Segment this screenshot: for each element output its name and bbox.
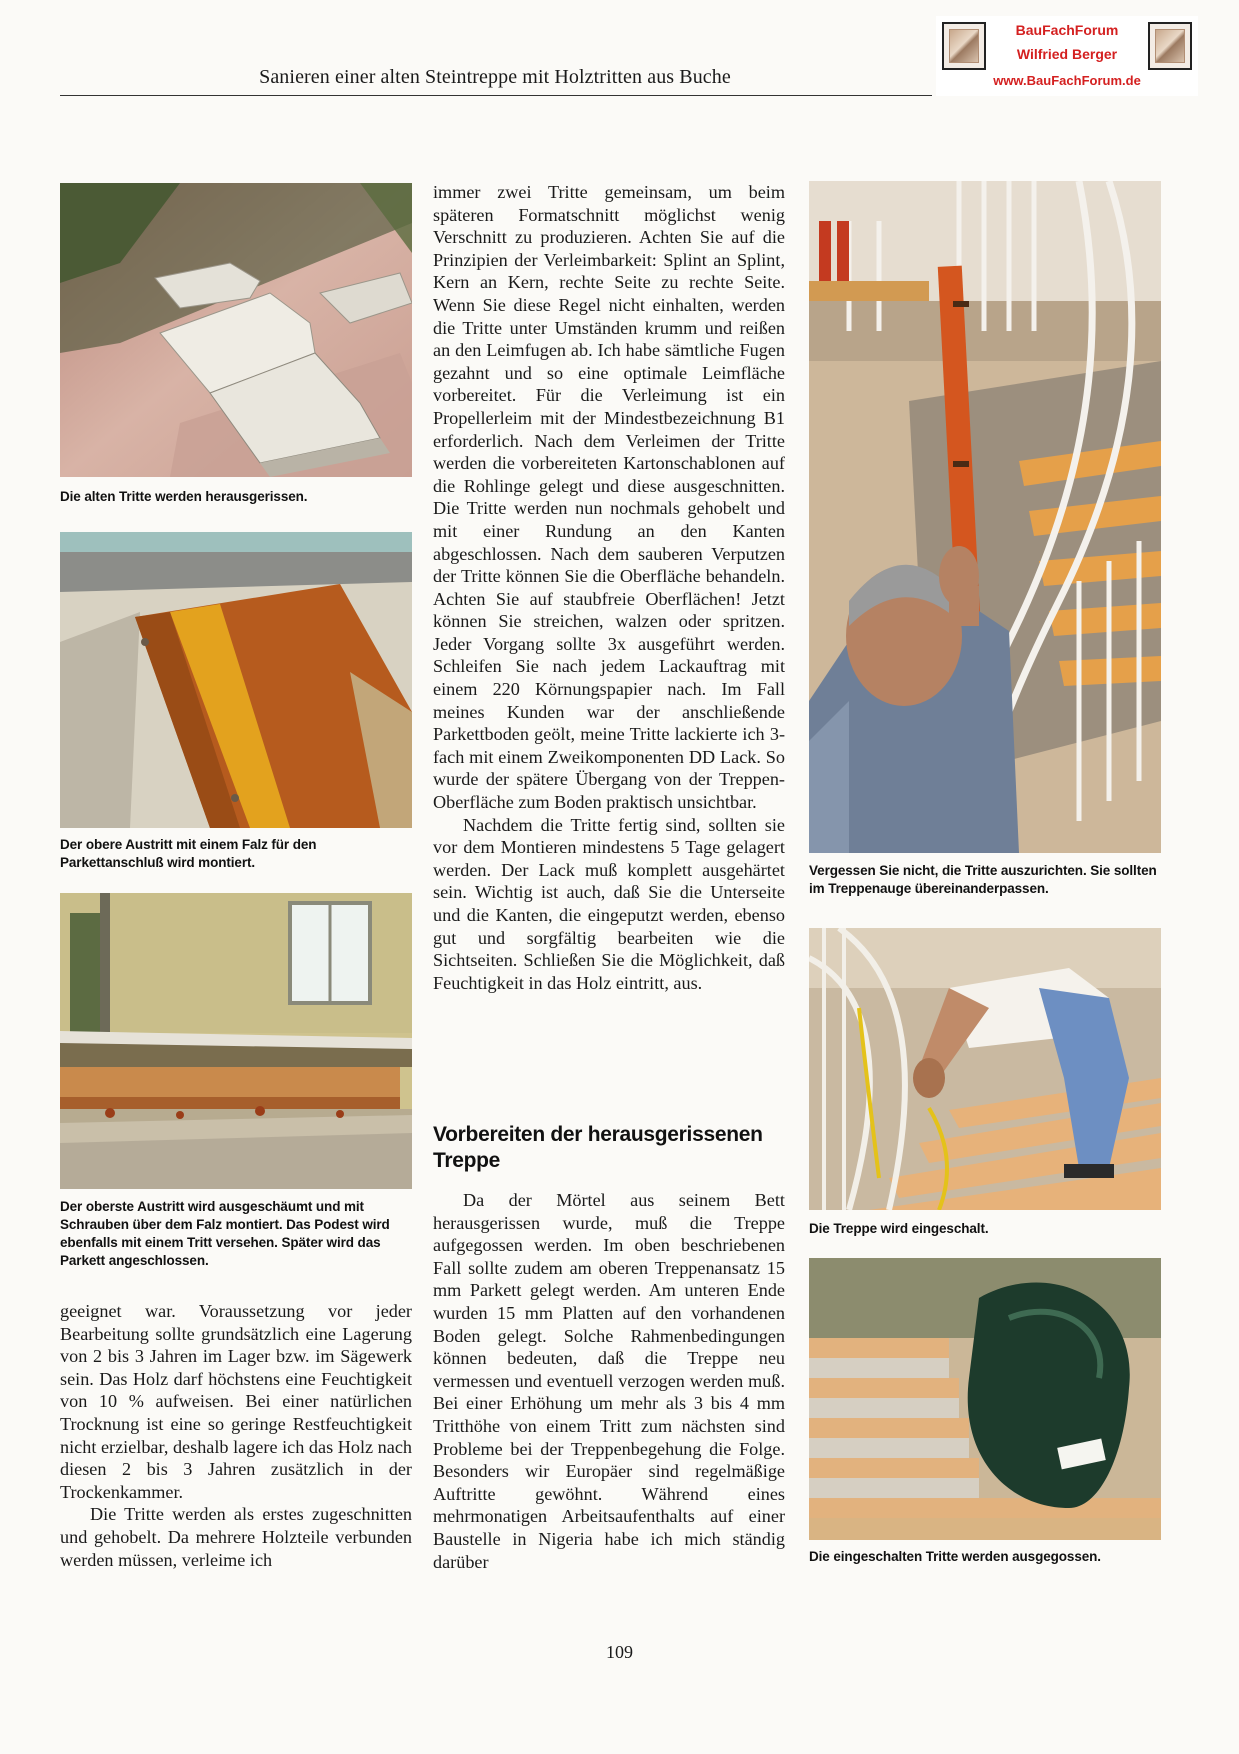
header-rule bbox=[60, 95, 932, 96]
paragraph: immer zwei Tritte gemeinsam, um beim späteren Formatschnitt möglichst wenig Verschnitt zu produzieren. Achten Sie auf die Prinzipien der Verleimbarkeit: Splint an Splint, Kern an Kern, rechte Seite zu rechte Seite. Wenn Sie diese Regel nicht einhalten, werden die Tritte unter Umständen krumm und reißen an den Leimfugen ab. Ich habe sämtliche Fugen gezahnt und so eine optimale Leimfläche vorbereitet. Für die Verleimung ist ein Propellerleim mit der Mindestbezeichnung B1 erforderlich. Nach dem Verleimen der Tritte werden die vorbereiteten Kartonschablonen auf die Rohlinge gelegt und diese ausgeschnitten. Die Tritte werden nun nochmals gehobelt und mit einer Rundung an den Kanten abgeschlossen. Nach dem sauberen Verputzen der Tritte können Sie die Oberfläche behandeln. Achten Sie auf staubfreie Oberflächen! Jetzt können Sie streichen, walzen oder spritzen. Jeder Vorgang sollte 3x ausgeführt werden. Schleifen Sie nach jedem Lackauftrag mit einem 220 Körnungspapier nach. Im Fall meines Kunden war der anschließende Parkettboden geölt, meine Tritte lackierte ich 3-fach mit einem Zweikomponenten DD Lack. So wurde der spätere Übergang von der Treppen-Oberfläche zum Boden praktisch unsichtbar. bbox=[433, 182, 785, 813]
column-2-text-section bbox=[433, 1189, 785, 1573]
paragraph: Nachdem die Tritte fertig sind, sollten sie vor dem Montieren mindestens 5 Tage gelagert werden. Der Lack muß komplett ausgehärtet sein. Wichtig ist auch, daß Sie die Unterseite und die Kanten, die eingeputzt werden, ebenso gut und sorgfältig bearbeiten wie die Sichtseiten. Schließen Sie die Möglichkeit, daß Feuchtigkeit in das Holz eintritt, aus. bbox=[433, 814, 785, 993]
photo-top-exit-foamed bbox=[60, 893, 412, 1189]
caption-treads-poured: Die eingeschalten Tritte werden ausgegossen. bbox=[809, 1549, 1101, 1564]
page-header-title: Sanieren einer alten Steintreppe mit Holztritten aus Buche bbox=[259, 66, 731, 88]
section-heading: Vorbereiten der herausgerissenen Treppe bbox=[433, 1123, 763, 1172]
photo-old-treads bbox=[60, 183, 412, 477]
caption-aligning-treads: Vergessen Sie nicht, die Tritte auszurichten. Sie sollten im Treppenauge übereinanderpassen. bbox=[809, 863, 1157, 896]
logo-brand: BauFachForum bbox=[1015, 22, 1119, 38]
photo-upper-exit bbox=[60, 532, 412, 828]
paragraph: Da der Mörtel aus seinem Bett herausgerissen wurde, muß die Treppe aufgegossen werden. Im oben beschriebenen Fall sollte zudem am oberen Treppenansatz 15 mm Parkett gelegt werden. Am unteren Ende wurden 15 mm Platten auf den vorhandenen Boden gelegt. Solche Rahmenbedingungen können bedeuten, daß die Treppe neu vermessen und eventuell verzogen werden muß. Bei einer Erhöhung um mehr als 3 bis 4 mm Tritthöhe von einem Tritt zum nächsten sind Probleme bei der Treppenbegehung die Folge. Besonders wir Europäer sind regelmäßige Auftritte gewöhnt. Während eines mehrmonatigen Arbeitsaufenthalts auf einer Baustelle in Nigeria habe ich mich ständig darüber bbox=[433, 1190, 785, 1572]
caption-stairs-formwork: Die Treppe wird eingeschalt. bbox=[809, 1221, 989, 1236]
page-number: 109 bbox=[606, 1642, 633, 1662]
caption-upper-exit: Der obere Austritt mit einem Falz für den Parkettanschluß wird montiert. bbox=[60, 837, 317, 870]
photo-aligning-treads bbox=[809, 181, 1161, 853]
photo-treads-poured bbox=[809, 1258, 1161, 1540]
column-2-text bbox=[433, 181, 785, 994]
caption-top-exit-foamed: Der oberste Austritt wird ausgeschäumt und mit Schrauben über dem Falz montiert. Das Podest wird ebenfalls mit einem Tritt versehen. Später wird das Parkett angeschlossen. bbox=[60, 1199, 390, 1268]
logo-author: Wilfried Berger bbox=[1016, 46, 1118, 62]
caption-old-treads: Die alten Tritte werden herausgerissen. bbox=[60, 489, 308, 504]
paragraph: geeignet war. Voraussetzung vor jeder Bearbeitung sollte grundsätzlich eine Lagerung von 2 bis 3 Jahren im Lager bzw. im Sägewerk sein. Das Holz darf höchstens eine Feuchtigkeit von 10 % aufweisen. Bei einer natürlichen Trocknung ist eine so geringe Restfeuchtigkeit nicht erzielbar, deshalb lagere ich das Holz nach diesen 2 bis 3 Jahren zusätzlich in der Trockenkammer. bbox=[60, 1301, 412, 1502]
photo-stairs-formwork bbox=[809, 928, 1161, 1210]
column-1-text bbox=[60, 1300, 412, 1571]
logo-url: www.BauFachForum.de bbox=[993, 73, 1141, 88]
paragraph: Die Tritte werden als erstes zugeschnitten und gehobelt. Da mehrere Holzteile verbunden werden müssen, verleime ich bbox=[60, 1504, 412, 1570]
publisher-logo bbox=[936, 16, 1198, 96]
